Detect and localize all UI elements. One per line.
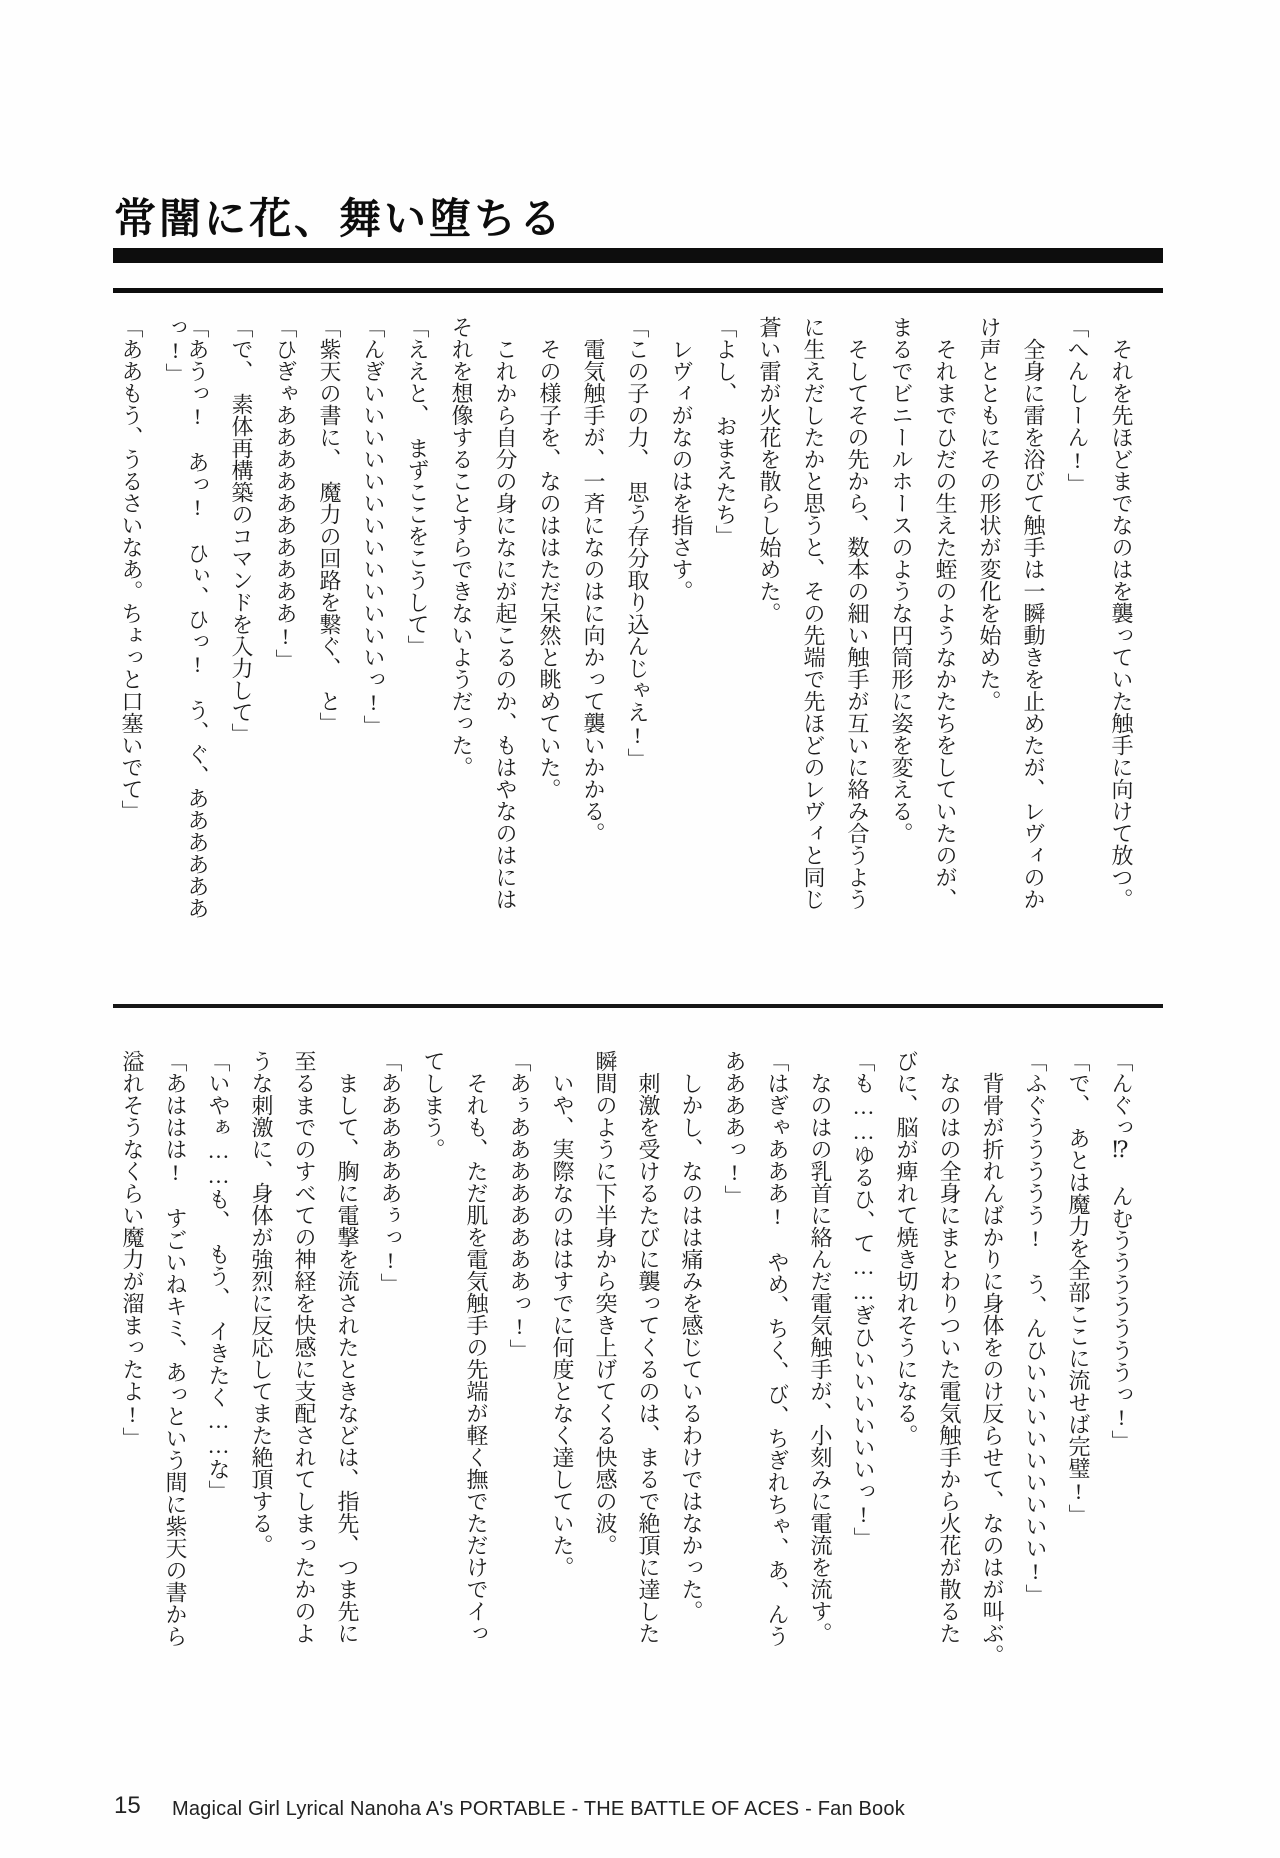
text-column: 「ああああああぅっ!」 [378, 1050, 403, 1295]
text-column: 刺激を受けるたびに襲ってくるのは、まるで絶頂に達した [636, 1072, 661, 1644]
text-column: まるでビニールホースのような円筒形に姿を変える。 [889, 316, 914, 844]
text-column: 「ふぐううううう! う、んひいいいいいいいいい!」 [1023, 1050, 1048, 1606]
text-column: ああああっ!」 [722, 1050, 747, 1207]
text-column: しかし、なのはは痛みを感じているわけではなかった。 [679, 1072, 704, 1622]
text-column: 「よし、 おまえたち」 [713, 316, 738, 547]
page-title: 常闇に花、舞い堕ちる [114, 197, 565, 243]
text-column: 至るまでのすべての神経を快感に支配されてしまったかのよ [292, 1050, 317, 1644]
text-column: 電気触手が、一斉になのはに向かって襲いかかる。 [581, 338, 606, 844]
title-rule-thick [113, 248, 1163, 263]
story-top-block [98, 316, 1132, 968]
text-column: 「紫天の書に、 魔力の回路を繋ぐ、 と」 [317, 316, 342, 734]
text-column: びに、脳が痺れて焼き切れそうになる。 [894, 1050, 919, 1446]
text-column: 「ええと、 まずここをこうして」 [405, 316, 430, 657]
text-column: そしてその先から、数本の細い触手が互いに絡み合うよう [845, 338, 870, 910]
text-column: それまでひだの生えた蛭のようなかたちをしていたのが、 [933, 338, 958, 910]
text-column: 「んぎいいいいいいいいいいいいいっ!」 [361, 316, 386, 737]
text-column: 「この子の力、 思う存分取り込んじゃえ!」 [625, 316, 650, 770]
text-column: 「で、 あとは魔力を全部ここに流せば完璧!」 [1066, 1050, 1091, 1526]
text-column: まして、胸に電撃を流されたときなどは、指先、つま先に [335, 1072, 360, 1644]
text-column: 「で、 素体再構築のコマンドを入力して」 [229, 316, 254, 745]
text-column: その様子を、なのははただ呆然と眺めていた。 [537, 338, 562, 800]
text-column: なのはの乳首に絡んだ電気触手が、小刻みに電流を流す。 [808, 1072, 833, 1644]
text-column: それも、ただ肌を電気触手の先端が軽く撫でただけでイっ [464, 1072, 489, 1644]
text-column: うな刺激に、身体が強烈に反応してまた絶頂する。 [249, 1050, 274, 1556]
text-column: 「ひぎゃああああああああああ!」 [273, 316, 298, 671]
story-bottom-block [100, 1050, 1132, 1708]
footer-title: Magical Girl Lyrical Nanoha A's PORTABLE - THE BATTLE OF ACES - Fan Book [172, 1798, 905, 1820]
text-column: 「へんしーん!」 [1065, 316, 1090, 495]
text-column: 瞬間のように下半身から突き上げてくる快感の波。 [593, 1050, 618, 1556]
text-column: 「いやぁ……も、 もう、 イきたく……な」 [206, 1050, 231, 1502]
title-rule-thin [113, 288, 1163, 293]
text-column: 蒼い雷が火花を散らし始めた。 [757, 316, 782, 624]
page-number: 15 [114, 1792, 141, 1819]
text-column: てしまう。 [421, 1050, 446, 1160]
text-column: レヴィがなのはを指さす。 [669, 338, 694, 602]
text-column: それを想像することすらできないようだった。 [449, 316, 474, 778]
text-column: に生えだしたかと思うと、その先端で先ほどのレヴィと同じ [801, 316, 826, 910]
text-column: それを先ほどまでなのはを襲っていた触手に向けて放つ。 [1109, 338, 1134, 910]
text-column: 「も……ゆるひ、て……ぎひいいいいいいっ!」 [851, 1050, 876, 1549]
text-column: 溢れそうなくらい魔力が溜まったよ!」 [120, 1050, 145, 1449]
text-column: 「んぐっ⁉ んむうううううううっ!」 [1109, 1050, 1134, 1452]
text-column: 背骨が折れんばかりに身体をのけ反らせて、なのはが叫ぶ。 [980, 1072, 1005, 1666]
text-column: 「ああもう、うるさいなあ。ちょっと口塞いでて」 [119, 316, 144, 822]
text-column: 「あうっ! あっ! ひぃ、ひっ! う、ぐ、ああああああっ!」 [163, 316, 210, 919]
text-column: これから自分の身になにが起こるのか、もはやなのはには [493, 338, 518, 910]
text-column: なのはの全身にまとわりついた電気触手から火花が散るた [937, 1072, 962, 1644]
text-column: 「はぎゃあああ! やめ、ちく、び、ちぎれちゃ、あ、んう [765, 1050, 790, 1647]
text-column: 「あははは! すごいねキミ、あっという間に紫天の書から [163, 1050, 188, 1647]
text-column: いや、実際なのははすでに何度となく達していた。 [550, 1072, 575, 1578]
section-divider [113, 1004, 1163, 1008]
text-column: け声とともにその形状が変化を始めた。 [977, 316, 1002, 712]
text-column: 「あぅああああああああっ!」 [507, 1050, 532, 1361]
text-column: 全身に雷を浴びて触手は一瞬動きを止めたが、レヴィのか [1021, 338, 1046, 910]
